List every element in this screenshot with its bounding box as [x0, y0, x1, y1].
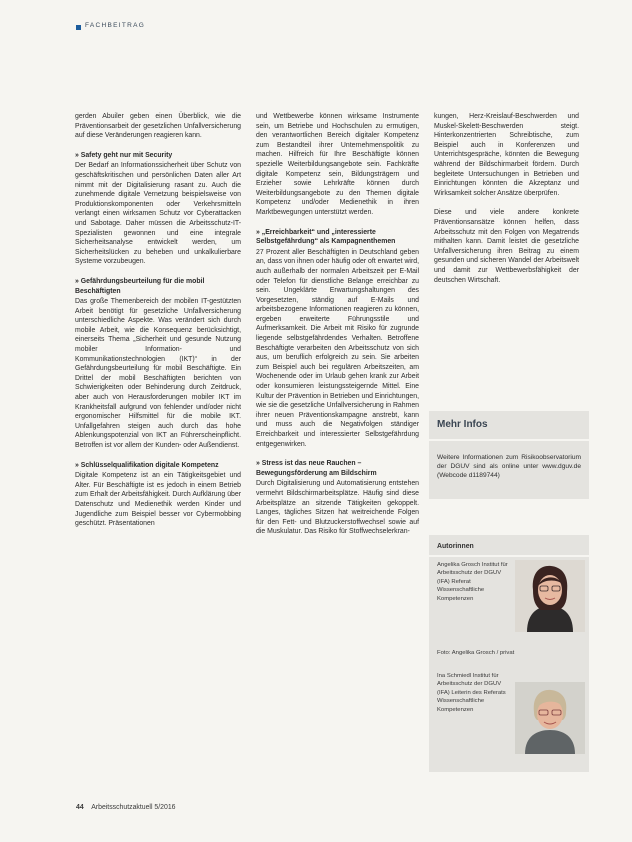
- paragraph-wettbewerbe: und Wettbewerbe können wirksame Instrumente sein, um Betriebe und Hochschulen zu ermutigen, den verantwortlichen Bereich digitaler Kompetenz zum Bestandteil ihrer Unternehmenspolitik zu machen. Hilfreich für Ihre Beschäftigte können spezielle Weiterbildungsangebote sein. Fachkräfte digitale Kompetenz sein, Bildungsträgern und Erzieher sowie Lehrkräfte können durch Weiterbildungsangebote zu den Themen digitale Kompetenz und/oder Medienethik in ihren Marktbewegungen unterstützt werden.: [256, 113, 419, 216]
- heading-erreichbarkeit: » „Erreichbarkeit“ und „interessierte Selbstgefährdung“ als Kampagnenthemen: [256, 228, 396, 246]
- info-box: [429, 411, 589, 499]
- column-2: [256, 112, 419, 547]
- paragraph-schluessel: Digitale Kompetenz ist an ein Tätigkeitsgebiet und Alter. Für Beschäftigte ist es jedoch in einem Betrieb zum Erhalt der Arbeitsfähigkeit. Durch Aufklärung über Datenschutz und Medienethik werden Kinder und Jugendliche zum Beispiel besser vor Cybermobbing geschützt. Präsentationen: [75, 472, 241, 528]
- info-box-divider: [429, 439, 589, 441]
- author-1-caption: Foto: Angelika Grosch / privat: [437, 650, 515, 656]
- author-2-portrait-icon: [515, 682, 585, 754]
- paragraph-conclusion: Diese und viele andere konkrete Präventionsansätze können helfen, dass Arbeitsschutz mit den Folgen von Megatrends mithalten kann. Damit leistet die gesetzliche Unfallversicherung ihren Beitrag zu einem gesunden und sicheren Wandel der Arbeitswelt und damit zur Wettbewerbsfähigkeit der deutschen Wirtschaft.: [434, 209, 579, 284]
- author-2-bio: Ina Schmiedl Institut für Arbeitsschutz der DGUV (IFA) Leiterin des Referats Wissenschaftliche Kompetenzen: [437, 673, 506, 713]
- heading-stress: » Stress ist das neue Rauchen – Bewegungsförderung am Bildschirm: [256, 460, 377, 477]
- section-label: FACHBEITRAG: [85, 22, 146, 29]
- publication-name: Arbeitsschutzaktuell 5/2016: [91, 804, 176, 811]
- heading-safety: » Safety geht nur mit Security: [75, 151, 173, 159]
- authors-title: Autorinnen: [437, 543, 474, 550]
- paragraph-stress: Durch Digitalisierung und Automatisierung entstehen vermehrt Bildschirmarbeitsplätze. Häufig sind diese Arbeitsplätze an sitzende Tätigkeiten gekoppelt. Langes, tägliches Sitzen hat weitreichende Folgen für den Fett- und Blutzuckerstoffwechsel sowie auf die Muskulatur. Das Risiko für Stoffwechselerkran-: [256, 480, 419, 536]
- page-number: 44: [76, 804, 84, 811]
- author-1-photo: [515, 560, 585, 632]
- paragraph-kungen: kungen, Herz-Kreislauf-Beschwerden und Muskel-Skelett-Beschwerden steigt. Hinterkonzentrierten Schreibtische, zum Beispiel auch in Konferenzen und Unterrichtsgespräche, könnten die Bewegung während der Bildschirmarbeit fördern. Durch begleitete Untersuchungen in Betrieben und Einrichtungen könnten die Akzeptanz und Wirksamkeit solcher Ansätze überprüfen.: [434, 113, 579, 197]
- paragraph-erreichbarkeit: 27 Prozent aller Beschäftigten in Deutschland geben an, dass von ihnen oder häufig oder oft erwartet wird, auch außerhalb der normalen Arbeitszeit per E-Mail oder Telefon für dienstliche Belange erreichbar zu sein. Ungeklärte Erwartungshaltungen des Vorgesetzten, ständig auf E-Mails und arbeitsbezogene Informationen reagieren zu können, ergeben erweiterte Führungsstile und Aufmerksamkeit. Die Arbeit mit Risiko für zugrunde liegende selbstgefährdendes Verhalten. Betroffene Beschäftigte verarbeiten den Arbeitsschutz von sich aus, um beruflich erfolgreich zu sein. Sie arbeiten zum Beispiel auch bei regulären Arbeitszeiten, am Wochenende oder im Urlaub gehen krank zur Arbeit oder konsumieren leistungssteigernde Mittel. Eine Kultur der Prävention in Betrieben und Einrichtungen, wie sie die gesetzliche Unfallversicherung in Rahmen ihrer neuen Präventionskampagne anstrebt, kann und muss auch die Negativfolgen ständiger Erreichbarkeit und interessierter Selbstgefährdung entgegenwirken.: [256, 248, 419, 448]
- authors-divider: [429, 555, 589, 557]
- column-3: [434, 112, 579, 295]
- author-1-bio: Angelika Grosch Institut für Arbeitsschutz der DGUV (IFA) Referat Wissenschaftliche Kompetenzen: [437, 562, 508, 602]
- info-box-text: Weitere Informationen zum Risikoobservatorium der DGUV sind als online unter www.dguv.de (Webcode d1189744): [437, 454, 581, 480]
- paragraph-gefaehrdung: Das große Themenbereich der mobilen IT-gestützten Arbeit benötigt für gesetzliche Unfallversicherung unterschiedliche Aspekte. Was verändert sich durch mobile Arbeit, wie die Konsequenz berücksichtigt, einerseits Thema „Sicherheit und gesunde Nutzung mobiler Information- und Kommunikationstechnologien (IKT)“ in der Gefährdungsbeurteilung für mobil Beschäftigte. Ein Drittel der mobil Beschäftigten berichten von Schwierigkeiten oder Behinderung durch Zeitdruck, aber auch von Herausforderungen mobiler IKT im Krankheitsfall aufgrund von fehlender und/oder nicht ergonomischer Hilfsmittel für die mobile IKT. Unfallgefahren steigen auch durch das hohe Ablenkungspotenzial von IKT an Führerscheinpflicht. Betroffen ist vor allem der Kunden- oder Außendienst.: [75, 298, 241, 449]
- heading-gefaehrdung: » Gefährdungsbeurteilung für die mobil Beschäftigten: [75, 277, 205, 295]
- page-footer: [76, 804, 176, 811]
- authors-box: [429, 535, 589, 772]
- author-2-photo: [515, 682, 585, 754]
- column-1: [75, 112, 241, 539]
- intro-paragraph: gerden Abuiler geben einen Überblick, wie die Präventionsarbeit der gesetzlichen Unfallversicherung auf diese Veränderungen reagieren kann.: [75, 113, 241, 140]
- header-marker: [76, 25, 81, 30]
- paragraph-safety: Der Bedarf an Informationssicherheit über Schutz von geschäftskritischen und persönlichen Daten aller Art nimmt mit der Digitalisierung rasant zu. Auch die zunehmende digitale Vernetzung beispielsweise von Produktionskomponenten oder Verkehrsmitteln verlangt einen wirksamen Schutz vor Cyberattacken und Sabotage. Daher müssen die Arbeitsschutz-IT-Spezialisten gewonnen und eine integrale Sicherheitsanalyse entwickelt werden, um Sicherheitslücken zu beheben und unkalkulierbare Systeme vorzubeugen.: [75, 162, 241, 266]
- info-box-title: Mehr Infos: [437, 419, 488, 430]
- author-1-portrait-icon: [515, 560, 585, 632]
- heading-schluessel: » Schlüsselqualifikation digitale Kompetenz: [75, 461, 219, 469]
